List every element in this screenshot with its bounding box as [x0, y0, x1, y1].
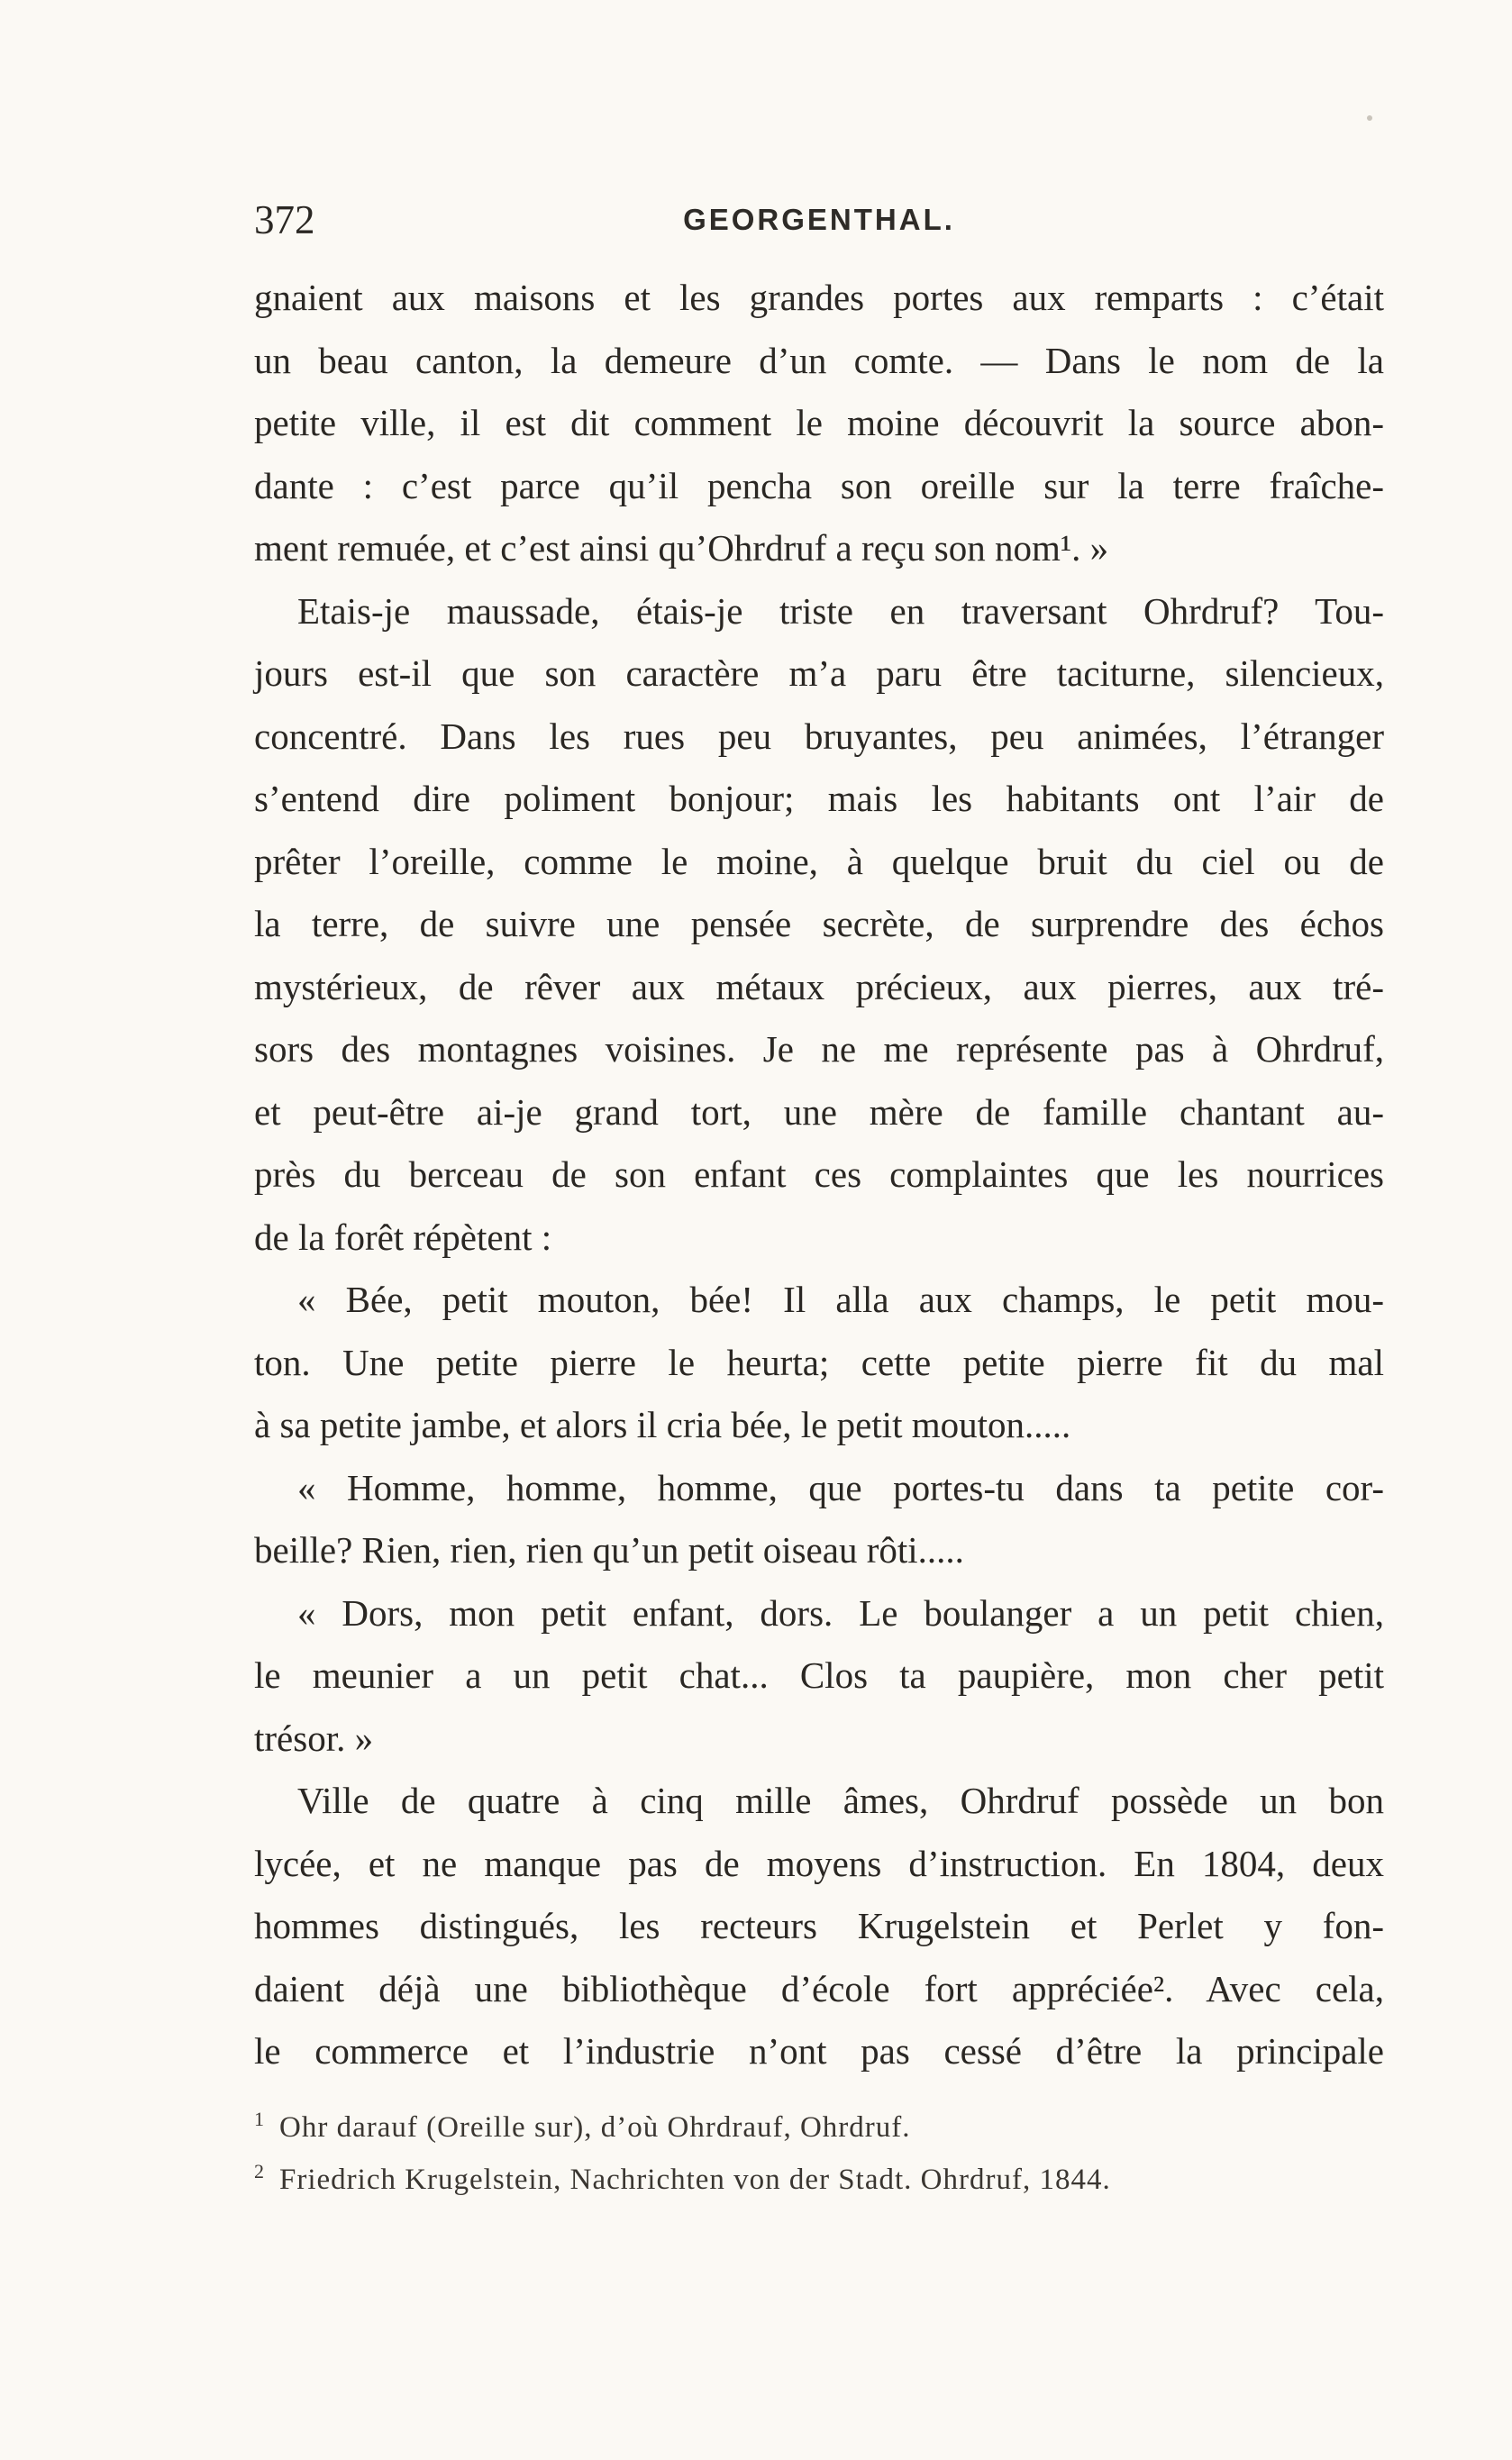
text-line: « Bée, petit mouton, bée! Il alla aux champs, le petit mou- — [297, 1279, 1384, 1320]
footnote — [254, 2093, 1384, 2146]
text-line: dante : c’est parce qu’il pencha son oreille sur la terre fraîche- — [254, 464, 1384, 506]
text-line: de la forêt répètent : — [254, 1216, 552, 1258]
text-line: gnaient aux maisons et les grandes portes aux remparts : c’était — [254, 277, 1384, 318]
text-line: ton. Une petite pierre le heurta; cette petite pierre fit du mal — [254, 1341, 1384, 1383]
text-line: daient déjà une bibliothèque d’école fort appréciée². Avec cela, — [254, 1967, 1384, 2009]
text-line: Etais-je maussade, étais-je triste en traversant Ohrdruf? Tou- — [297, 589, 1384, 632]
text-line: près du berceau de son enfant ces complaintes que les nourrices — [254, 1153, 1384, 1195]
footnote-text: Friedrich Krugelstein, Nachrichten von der Stadt. Ohrdruf, 1844. — [279, 2164, 1111, 2196]
text-line: sors des montagnes voisines. Je ne me représente pas à Ohrdruf, — [254, 1028, 1384, 1070]
text-line: mystérieux, de rêver aux métaux précieux, aux pierres, aux tré- — [254, 965, 1384, 1007]
text-line: trésor. » — [254, 1717, 374, 1759]
page-number: 372 — [254, 197, 315, 242]
text-line: jours est-il que son caractère m’a paru être taciturne, silencieux, — [254, 652, 1384, 694]
text-line: petite ville, il est dit comment le moine découvrit la source abon- — [254, 402, 1384, 443]
body-text — [254, 267, 1384, 2083]
text-line: hommes distingués, les recteurs Krugelstein et Perlet y fon- — [254, 1905, 1384, 1946]
text-line: s’entend dire poliment bonjour; mais les habitants ont l’air de — [254, 778, 1384, 819]
text-line: à sa petite jambe, et alors il cria bée, le petit mouton..... — [254, 1404, 1071, 1445]
running-head — [254, 193, 1384, 247]
text-line: concentré. Dans les rues peu bruyantes, peu animées, l’étranger — [254, 715, 1384, 757]
footnote-text: Ohr darauf (Oreille sur), d’où Ohrdrauf, Ohrdruf. — [279, 2111, 911, 2144]
text-line: beille? Rien, rien, rien qu’un petit oiseau rôti..... — [254, 1529, 964, 1571]
text-line: « Dors, mon petit enfant, dors. Le boulanger a un petit chien, — [297, 1591, 1384, 1634]
paper-speck — [1367, 115, 1372, 121]
footnote-mark: 1 — [254, 2108, 265, 2130]
footnotes — [254, 2093, 1384, 2198]
footnote-mark: 2 — [254, 2160, 265, 2182]
text-line: Ville de quatre à cinq mille âmes, Ohrdruf possède un bon — [297, 1780, 1384, 1821]
running-title: GEORGENTHAL. — [683, 203, 955, 236]
text-line: « Homme, homme, homme, que portes-tu dans ta petite cor- — [297, 1466, 1384, 1508]
footnote — [254, 2146, 1384, 2198]
text-line: le commerce et l’industrie n’ont pas cessé d’être la principale — [254, 2030, 1384, 2072]
text-line: un beau canton, la demeure d’un comte. — Dans le nom de la — [254, 339, 1384, 381]
text-line: ment remuée, et c’est ainsi qu’Ohrdruf a reçu son nom¹. » — [254, 527, 1109, 569]
text-line: lycée, et ne manque pas de moyens d’instruction. En 1804, deux — [254, 1842, 1384, 1884]
text-line: le meunier a un petit chat... Clos ta paupière, mon cher petit — [254, 1654, 1384, 1696]
text-line: et peut-être ai-je grand tort, une mère de famille chantant au- — [254, 1090, 1384, 1133]
text-line: la terre, de suivre une pensée secrète, de surprendre des échos — [254, 903, 1384, 944]
text-line: prêter l’oreille, comme le moine, à quelque bruit du ciel ou de — [254, 840, 1384, 882]
